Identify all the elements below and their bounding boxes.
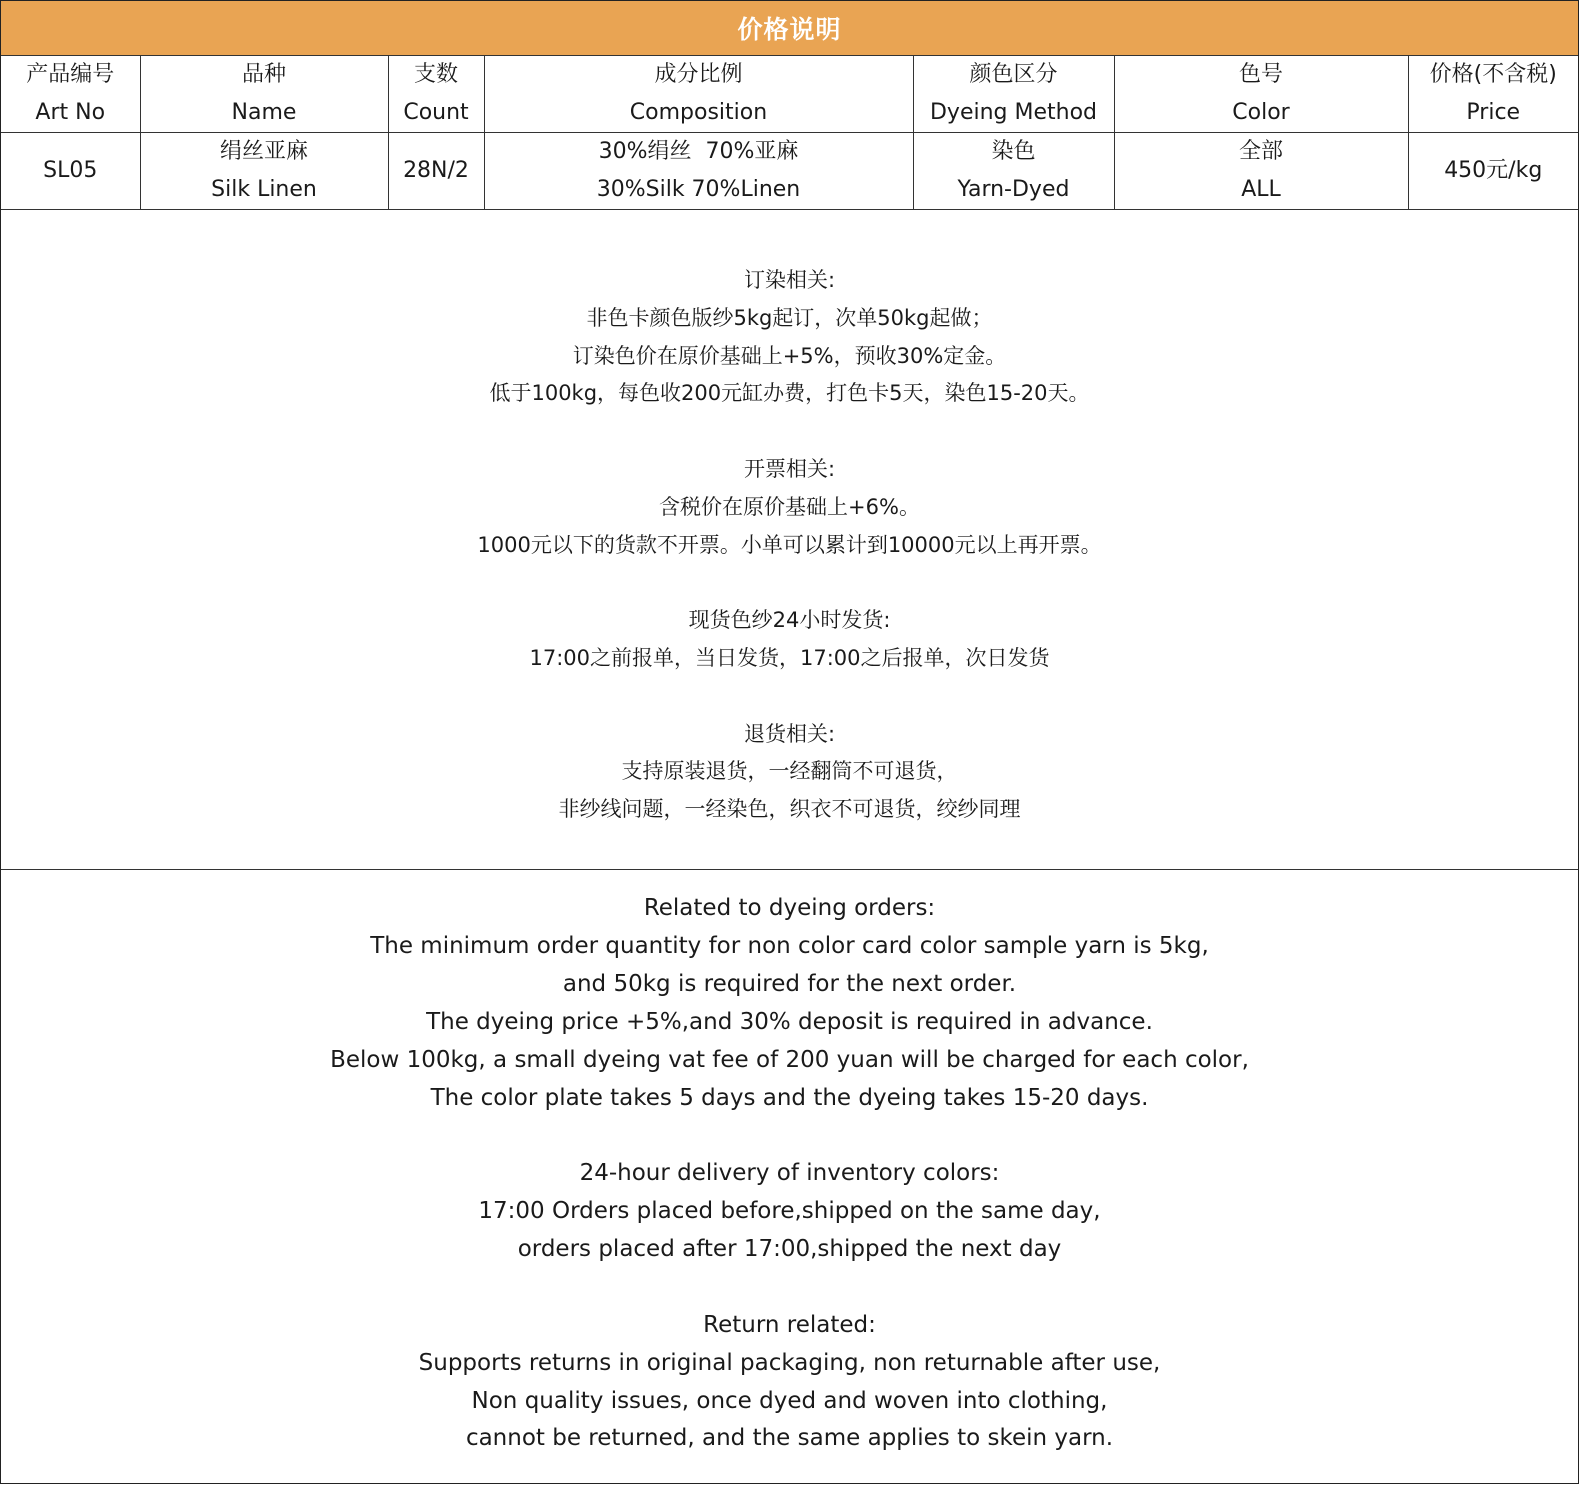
delivery-title-en: 24-hour delivery of inventory colors:: [579, 1160, 1000, 1187]
product-table: [1, 56, 1578, 210]
cell-price: 450元/kg: [1408, 133, 1578, 210]
notes-chinese: [1, 210, 1578, 870]
dyeing-title-cn: 订染相关:: [743, 268, 836, 292]
header-composition: 成分比例 Composition: [484, 56, 913, 133]
dyeing-line-en: The color plate takes 5 days and the dyeing takes 15-20 days.: [430, 1084, 1149, 1111]
page-title: 价格说明: [1, 1, 1578, 56]
invoice-line-cn: 1000元以下的货款不开票。小单可以累计到10000元以上再开票。: [477, 532, 1102, 557]
cell-color: 全部 ALL: [1114, 133, 1408, 210]
return-line-cn: 非纱线问题，一经染色，织衣不可退货，绞纱同理: [558, 797, 1021, 822]
header-art-no: 产品编号 Art No: [1, 56, 140, 133]
dyeing-title-en: Related to dyeing orders:: [643, 895, 936, 921]
header-color: 色号 Color: [1114, 56, 1408, 133]
delivery-line-en: 17:00 Orders placed before,shipped on the same day,: [478, 1198, 1101, 1225]
dyeing-line-en: and 50kg is required for the next order.: [562, 970, 1017, 997]
dyeing-line-en: The minimum order quantity for non color card color sample yarn is 5kg,: [370, 932, 1209, 959]
header-dyeing-method: 颜色区分 Dyeing Method: [913, 56, 1114, 133]
return-line-en: Supports returns in original packaging, non returnable after use,: [418, 1349, 1161, 1376]
cell-dyeing-method: 染色 Yarn-Dyed: [913, 133, 1114, 210]
cell-name: 绢丝亚麻 Silk Linen: [140, 133, 388, 210]
delivery-line-en: orders placed after 17:00,shipped the next day: [517, 1236, 1062, 1263]
return-line-cn: 支持原装退货，一经翻筒不可退货，: [621, 759, 958, 784]
dyeing-line-cn: 非色卡颜色版纱5kg起订，次单50kg起做；: [586, 305, 993, 330]
return-line-en: Non quality issues, once dyed and woven into clothing,: [471, 1387, 1108, 1414]
header-price: 价格(不含税) Price: [1408, 56, 1578, 133]
dyeing-line-en: Below 100kg, a small dyeing vat fee of 200 yuan will be charged for each color,: [330, 1046, 1249, 1073]
invoice-title-cn: 开票相关:: [743, 456, 836, 481]
dyeing-line-en: The dyeing price +5%,and 30% deposit is required in advance.: [426, 1008, 1153, 1035]
dyeing-line-cn: 低于100kg，每色收200元缸办费，打色卡5天，染色15-20天。: [489, 381, 1090, 406]
return-line-en: cannot be returned, and the same applies to skein yarn.: [465, 1425, 1114, 1452]
return-title-en: Return related:: [703, 1311, 876, 1338]
table-row: [1, 133, 1578, 210]
invoice-line-cn: 含税价在原价基础上+6%。: [659, 494, 920, 519]
delivery-title-cn: 现货色纱24小时发货:: [688, 608, 891, 633]
cell-art-no: SL05: [1, 133, 140, 210]
table-header-row: [1, 56, 1578, 133]
delivery-line-cn: 17:00之前报单，当日发货，17:00之后报单，次日发货: [529, 645, 1050, 670]
header-count: 支数 Count: [388, 56, 484, 133]
cell-composition: 30%绢丝 70%亚麻 30%Silk 70%Linen: [484, 133, 913, 210]
cell-count: 28N/2: [388, 133, 484, 210]
dyeing-line-cn: 订染色价在原价基础上+5%，预收30%定金。: [572, 343, 1007, 368]
header-name: 品种 Name: [140, 56, 388, 133]
return-title-cn: 退货相关:: [743, 721, 836, 746]
notes-english: [1, 870, 1578, 1458]
